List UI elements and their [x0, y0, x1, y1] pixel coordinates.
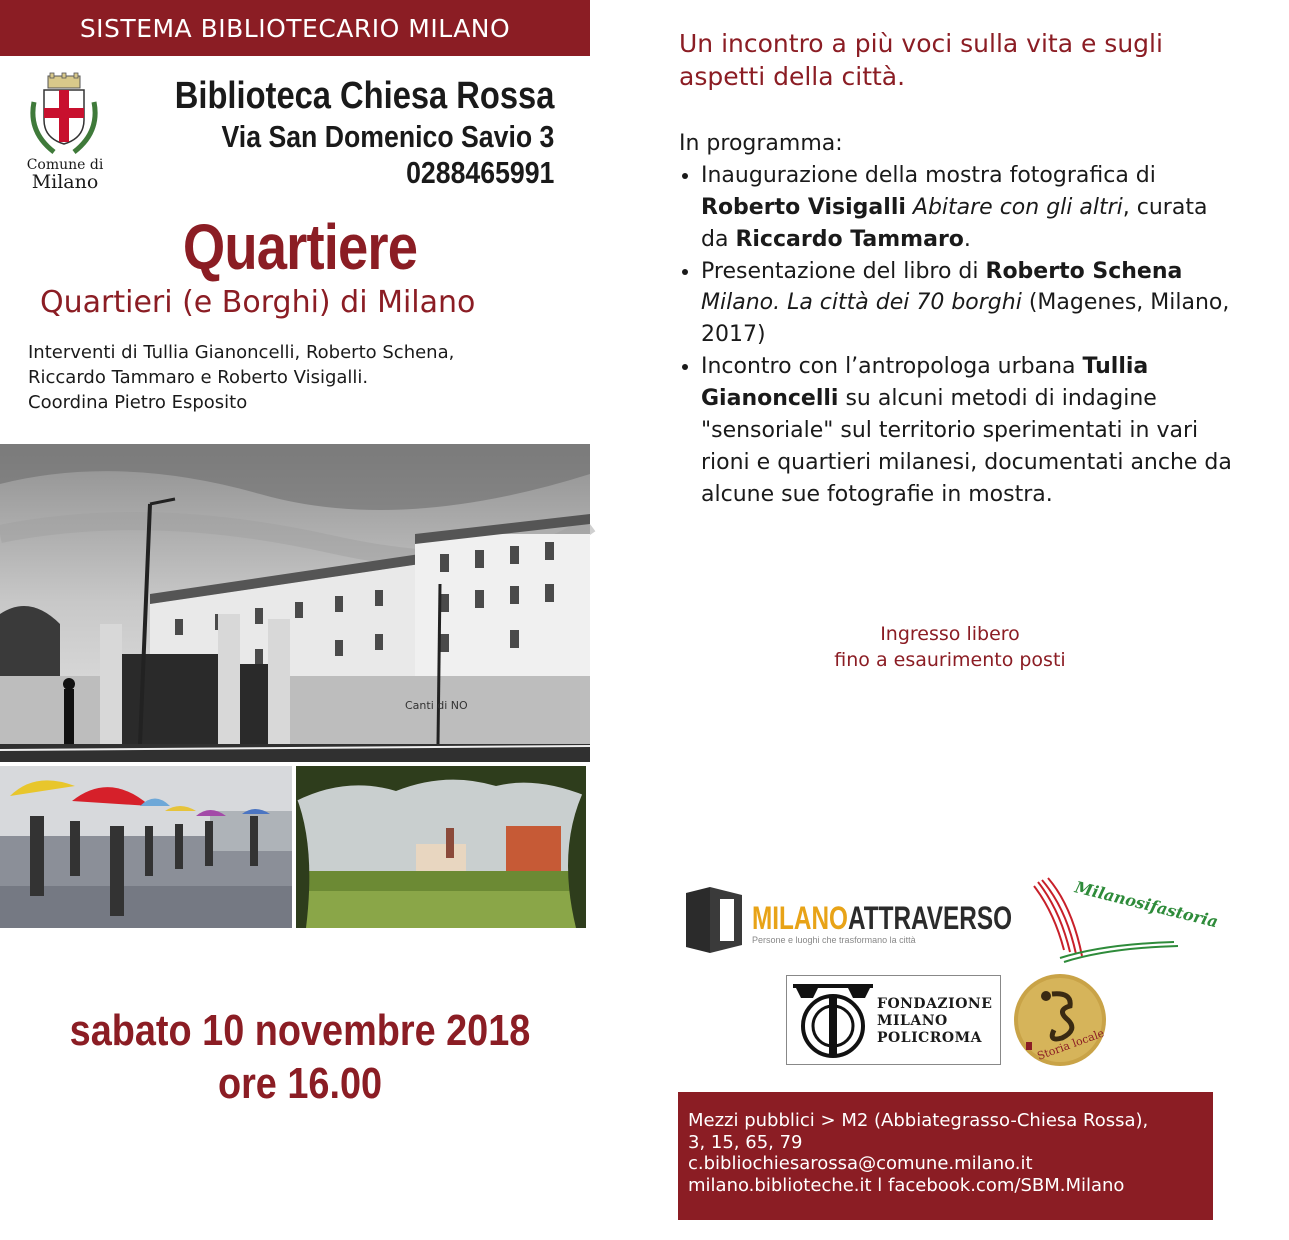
event-time: ore 16.00 — [217, 1058, 383, 1108]
policroma-name: FONDAZIONE MILANO POLICROMA — [877, 996, 993, 1046]
program-section — [679, 128, 1239, 511]
speakers-line: Interventi di Tullia Gianoncelli, Roberto Schena, — [28, 342, 455, 363]
transport-info: Mezzi pubblici > M2 (Abbiategrasso-Chiesa Rossa), — [688, 1110, 1149, 1131]
speakers-text — [28, 340, 588, 416]
library-info — [174, 74, 554, 192]
system-banner — [0, 0, 590, 56]
policroma-emblem-icon — [793, 982, 873, 1060]
storia-locale-logo — [1012, 972, 1108, 1068]
library-address: Via San Domenico Savio 3 — [221, 118, 555, 154]
system-name: SISTEMA BIBLIOTECARIO MILANO — [79, 13, 511, 43]
speakers-line: Riccardo Tammaro e Roberto Visigalli. — [28, 367, 369, 389]
program-item: • Inaugurazione della mostra fotografica di Roberto Visigalli Abitare con gli altri, curata da Riccardo Tammaro. — [701, 160, 1239, 256]
milanosifastoria-logo — [1024, 872, 1224, 964]
coordinator-line: Coordina Pietro Esposito — [28, 392, 248, 414]
umbrellas-photo — [0, 766, 292, 928]
graffiti-text: Canti di NO — [405, 699, 468, 712]
field-photo — [296, 766, 586, 928]
event-date-time — [42, 1005, 558, 1111]
milanosifastoria-wordmark: Milanosifastoria — [1073, 877, 1221, 932]
comune-milano-crest-icon — [24, 72, 104, 158]
library-name: Biblioteca Chiesa Rossa — [174, 75, 554, 117]
entry-info — [680, 622, 1220, 673]
entry-line: fino a esaurimento posti — [834, 648, 1066, 671]
event-title: Quartiere — [182, 211, 418, 283]
milanoattraverso-logo — [686, 885, 1064, 955]
milanoattraverso-tagline: Persone e luoghi che trasformano la città — [752, 935, 916, 945]
comune-logo-text — [20, 158, 110, 193]
program-list — [679, 160, 1239, 511]
comune-label: Comune di — [26, 157, 104, 173]
fondazione-milano-policroma-logo — [786, 975, 1001, 1065]
comune-city: Milano — [31, 170, 99, 193]
event-date: sabato 10 novembre 2018 — [69, 1006, 531, 1055]
contact-email: c.bibliochiesarossa@comune.milano.it — [688, 1153, 1033, 1175]
web-links: milano.biblioteche.it l facebook.com/SBM.Milano — [688, 1174, 1125, 1196]
program-item: • Presentazione del libro di Roberto Schena Milano. La città dei 70 borghi (Magenes, Milano, 2017) — [701, 256, 1239, 352]
entry-line: Ingresso libero — [880, 623, 1020, 645]
milanoattraverso-wordmark: MILANOATTRAVERSO — [752, 900, 1064, 936]
info-box — [678, 1092, 1213, 1220]
program-item: • Incontro con l’antropologa urbana Tullia Gianoncelli su alcuni metodi di indagine "sensoriale" sul territorio sperimentati in vari rioni e quartieri milanesi, documentati anche da alcune sue fotografie in mostra. — [701, 351, 1239, 510]
event-subtitle: Quartieri (e Borghi) di Milano — [40, 285, 476, 320]
library-phone: 0288465991 — [405, 155, 554, 191]
building-photo — [0, 444, 590, 762]
transport-lines: 3, 15, 65, 79 — [688, 1131, 803, 1153]
storia-locale-text: Storia locale — [1035, 1026, 1106, 1063]
intro-text: Un incontro a più voci sulla vita e sugli aspetti della città. — [679, 29, 1163, 91]
program-heading: In programma: — [679, 131, 843, 156]
